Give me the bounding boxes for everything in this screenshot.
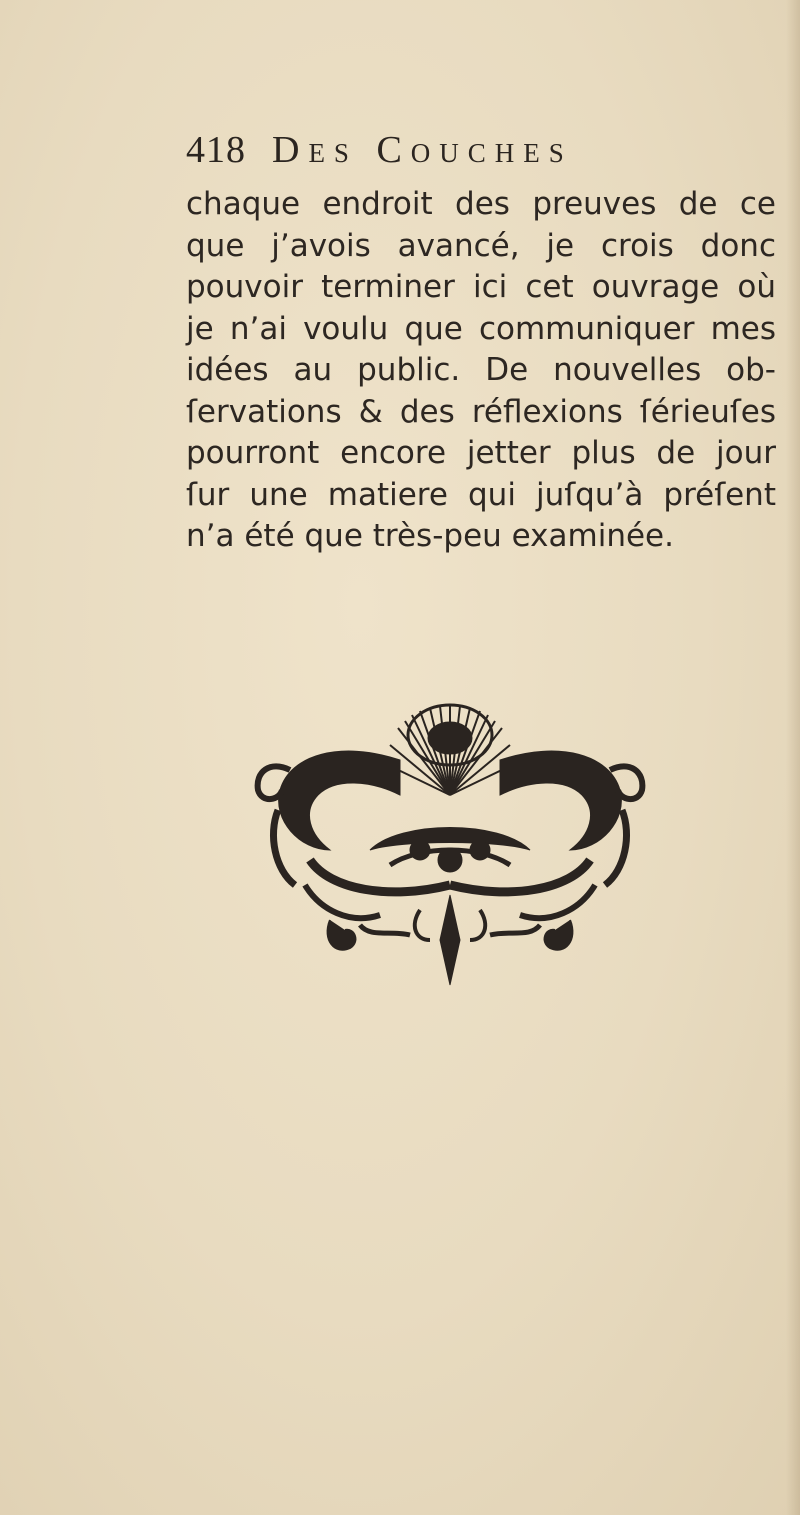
text-line: pouvoir terminer ici cet ouvrage où: [186, 269, 776, 305]
text-line: pourront encore jetter plus de jour: [186, 435, 776, 471]
page-number: 418: [186, 129, 246, 171]
running-head-title: Des Couches: [272, 129, 573, 171]
body-paragraph: [186, 184, 776, 558]
text-line: je n’ai voulu que communiquer mes: [186, 310, 776, 347]
floral-tailpiece-icon: [250, 700, 650, 990]
text-line: chaque endroit des preuves de ce: [186, 186, 776, 222]
running-head: [186, 128, 573, 178]
text-line: idées au public. De nouvelles ob-: [186, 352, 776, 388]
text-line: ſur une matiere qui juſqu’à préſent: [186, 476, 776, 513]
text-line-last: n’a été que très-peu examinée.: [186, 518, 674, 554]
page-edge-shadow: [786, 0, 800, 1515]
text-line: ſervations & des réflexions ſérieuſes: [186, 393, 776, 430]
text-line: que j’avois avancé, je crois donc: [186, 227, 776, 264]
